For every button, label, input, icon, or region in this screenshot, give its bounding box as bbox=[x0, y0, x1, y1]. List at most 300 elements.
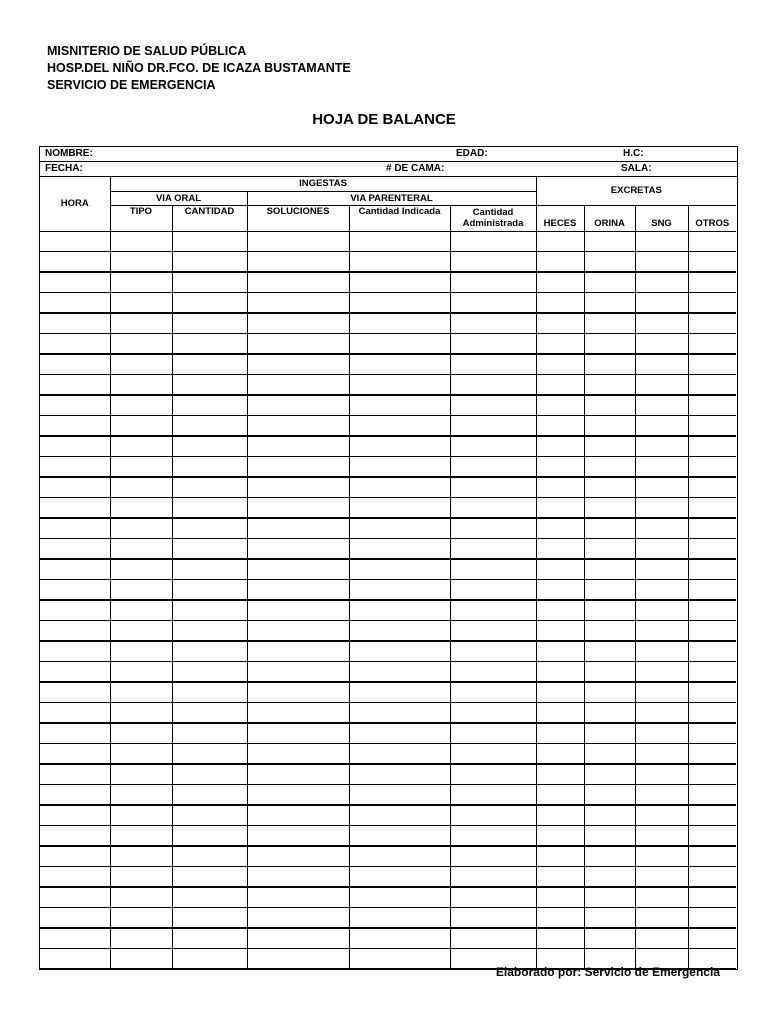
entry-cell[interactable] bbox=[110, 333, 172, 354]
entry-cell[interactable] bbox=[247, 866, 349, 887]
entry-cell[interactable] bbox=[584, 251, 635, 272]
entry-cell[interactable] bbox=[172, 866, 247, 887]
entry-cell[interactable] bbox=[536, 661, 584, 682]
entry-cell[interactable] bbox=[110, 436, 172, 457]
entry-cell[interactable] bbox=[349, 231, 450, 251]
entry-cell[interactable] bbox=[110, 579, 172, 600]
entry-cell[interactable] bbox=[450, 395, 536, 416]
entry-cell[interactable] bbox=[536, 866, 584, 887]
entry-cell[interactable] bbox=[247, 948, 349, 968]
entry-cell[interactable] bbox=[247, 497, 349, 518]
entry-cell[interactable] bbox=[536, 559, 584, 580]
entry-cell[interactable] bbox=[110, 620, 172, 641]
entry-cell[interactable] bbox=[247, 456, 349, 477]
entry-cell[interactable] bbox=[688, 764, 736, 785]
entry-cell[interactable] bbox=[635, 313, 688, 334]
entry-cell[interactable] bbox=[450, 456, 536, 477]
entry-cell[interactable] bbox=[40, 702, 110, 723]
entry-cell[interactable] bbox=[349, 415, 450, 436]
entry-cell[interactable] bbox=[40, 825, 110, 846]
entry-cell[interactable] bbox=[450, 764, 536, 785]
entry-cell[interactable] bbox=[172, 723, 247, 744]
entry-cell[interactable] bbox=[536, 251, 584, 272]
entry-cell[interactable] bbox=[635, 231, 688, 251]
entry-cell[interactable] bbox=[247, 231, 349, 251]
entry-cell[interactable] bbox=[349, 313, 450, 334]
entry-cell[interactable] bbox=[536, 600, 584, 621]
entry-cell[interactable] bbox=[40, 559, 110, 580]
entry-cell[interactable] bbox=[584, 579, 635, 600]
entry-cell[interactable] bbox=[688, 333, 736, 354]
entry-cell[interactable] bbox=[584, 600, 635, 621]
entry-cell[interactable] bbox=[584, 682, 635, 703]
entry-cell[interactable] bbox=[688, 231, 736, 251]
entry-cell[interactable] bbox=[635, 764, 688, 785]
entry-cell[interactable] bbox=[584, 313, 635, 334]
entry-cell[interactable] bbox=[688, 784, 736, 805]
entry-cell[interactable] bbox=[110, 907, 172, 928]
entry-cell[interactable] bbox=[247, 313, 349, 334]
entry-cell[interactable] bbox=[536, 313, 584, 334]
entry-cell[interactable] bbox=[536, 928, 584, 949]
entry-cell[interactable] bbox=[247, 333, 349, 354]
entry-cell[interactable] bbox=[584, 231, 635, 251]
entry-cell[interactable] bbox=[172, 805, 247, 826]
entry-cell[interactable] bbox=[450, 907, 536, 928]
entry-cell[interactable] bbox=[349, 579, 450, 600]
entry-cell[interactable] bbox=[536, 641, 584, 662]
entry-cell[interactable] bbox=[172, 784, 247, 805]
entry-cell[interactable] bbox=[688, 436, 736, 457]
entry-cell[interactable] bbox=[349, 600, 450, 621]
entry-cell[interactable] bbox=[349, 477, 450, 498]
entry-cell[interactable] bbox=[635, 251, 688, 272]
entry-cell[interactable] bbox=[40, 723, 110, 744]
entry-cell[interactable] bbox=[247, 538, 349, 559]
entry-cell[interactable] bbox=[172, 477, 247, 498]
entry-cell[interactable] bbox=[536, 846, 584, 867]
entry-cell[interactable] bbox=[349, 333, 450, 354]
entry-cell[interactable] bbox=[536, 477, 584, 498]
entry-cell[interactable] bbox=[172, 456, 247, 477]
entry-cell[interactable] bbox=[172, 497, 247, 518]
entry-cell[interactable] bbox=[247, 395, 349, 416]
entry-cell[interactable] bbox=[110, 292, 172, 313]
entry-cell[interactable] bbox=[536, 456, 584, 477]
entry-cell[interactable] bbox=[110, 272, 172, 293]
entry-cell[interactable] bbox=[688, 354, 736, 375]
entry-cell[interactable] bbox=[40, 333, 110, 354]
entry-cell[interactable] bbox=[688, 251, 736, 272]
entry-cell[interactable] bbox=[536, 907, 584, 928]
entry-cell[interactable] bbox=[688, 579, 736, 600]
entry-cell[interactable] bbox=[536, 436, 584, 457]
entry-cell[interactable] bbox=[349, 702, 450, 723]
entry-cell[interactable] bbox=[172, 538, 247, 559]
entry-cell[interactable] bbox=[584, 825, 635, 846]
entry-cell[interactable] bbox=[584, 395, 635, 416]
entry-cell[interactable] bbox=[450, 333, 536, 354]
entry-cell[interactable] bbox=[536, 887, 584, 908]
entry-cell[interactable] bbox=[536, 579, 584, 600]
entry-cell[interactable] bbox=[110, 825, 172, 846]
entry-cell[interactable] bbox=[450, 579, 536, 600]
entry-cell[interactable] bbox=[584, 497, 635, 518]
entry-cell[interactable] bbox=[450, 292, 536, 313]
entry-cell[interactable] bbox=[110, 723, 172, 744]
entry-cell[interactable] bbox=[635, 723, 688, 744]
entry-cell[interactable] bbox=[110, 846, 172, 867]
entry-cell[interactable] bbox=[110, 395, 172, 416]
entry-cell[interactable] bbox=[247, 702, 349, 723]
entry-cell[interactable] bbox=[247, 825, 349, 846]
entry-cell[interactable] bbox=[584, 928, 635, 949]
entry-cell[interactable] bbox=[450, 436, 536, 457]
entry-cell[interactable] bbox=[110, 559, 172, 580]
entry-cell[interactable] bbox=[635, 292, 688, 313]
entry-cell[interactable] bbox=[584, 784, 635, 805]
entry-cell[interactable] bbox=[450, 928, 536, 949]
entry-cell[interactable] bbox=[172, 292, 247, 313]
entry-cell[interactable] bbox=[688, 477, 736, 498]
entry-cell[interactable] bbox=[536, 784, 584, 805]
entry-cell[interactable] bbox=[688, 538, 736, 559]
entry-cell[interactable] bbox=[688, 641, 736, 662]
entry-cell[interactable] bbox=[172, 702, 247, 723]
entry-cell[interactable] bbox=[688, 723, 736, 744]
entry-cell[interactable] bbox=[450, 600, 536, 621]
entry-cell[interactable] bbox=[110, 682, 172, 703]
entry-cell[interactable] bbox=[110, 600, 172, 621]
entry-cell[interactable] bbox=[536, 764, 584, 785]
entry-cell[interactable] bbox=[349, 538, 450, 559]
entry-cell[interactable] bbox=[635, 600, 688, 621]
entry-cell[interactable] bbox=[172, 600, 247, 621]
entry-cell[interactable] bbox=[450, 682, 536, 703]
entry-cell[interactable] bbox=[40, 887, 110, 908]
entry-cell[interactable] bbox=[450, 374, 536, 395]
entry-cell[interactable] bbox=[40, 436, 110, 457]
entry-cell[interactable] bbox=[584, 272, 635, 293]
entry-cell[interactable] bbox=[172, 641, 247, 662]
entry-cell[interactable] bbox=[172, 518, 247, 539]
entry-cell[interactable] bbox=[172, 825, 247, 846]
entry-cell[interactable] bbox=[110, 456, 172, 477]
entry-cell[interactable] bbox=[635, 743, 688, 764]
entry-cell[interactable] bbox=[172, 579, 247, 600]
entry-cell[interactable] bbox=[349, 395, 450, 416]
entry-cell[interactable] bbox=[247, 764, 349, 785]
entry-cell[interactable] bbox=[688, 846, 736, 867]
entry-cell[interactable] bbox=[247, 374, 349, 395]
entry-cell[interactable] bbox=[110, 948, 172, 968]
entry-cell[interactable] bbox=[688, 415, 736, 436]
entry-cell[interactable] bbox=[635, 825, 688, 846]
entry-cell[interactable] bbox=[349, 661, 450, 682]
entry-cell[interactable] bbox=[110, 497, 172, 518]
entry-cell[interactable] bbox=[584, 743, 635, 764]
entry-cell[interactable] bbox=[688, 497, 736, 518]
entry-cell[interactable] bbox=[688, 395, 736, 416]
entry-cell[interactable] bbox=[40, 661, 110, 682]
entry-cell[interactable] bbox=[450, 272, 536, 293]
entry-cell[interactable] bbox=[349, 887, 450, 908]
entry-cell[interactable] bbox=[450, 518, 536, 539]
entry-cell[interactable] bbox=[247, 641, 349, 662]
entry-cell[interactable] bbox=[40, 600, 110, 621]
entry-cell[interactable] bbox=[247, 661, 349, 682]
entry-cell[interactable] bbox=[40, 846, 110, 867]
entry-cell[interactable] bbox=[110, 784, 172, 805]
entry-cell[interactable] bbox=[635, 702, 688, 723]
entry-cell[interactable] bbox=[349, 436, 450, 457]
entry-cell[interactable] bbox=[172, 743, 247, 764]
entry-cell[interactable] bbox=[172, 231, 247, 251]
entry-cell[interactable] bbox=[349, 682, 450, 703]
entry-cell[interactable] bbox=[584, 764, 635, 785]
entry-cell[interactable] bbox=[247, 518, 349, 539]
entry-cell[interactable] bbox=[110, 764, 172, 785]
entry-cell[interactable] bbox=[584, 518, 635, 539]
entry-cell[interactable] bbox=[635, 928, 688, 949]
entry-cell[interactable] bbox=[450, 313, 536, 334]
entry-cell[interactable] bbox=[635, 395, 688, 416]
entry-cell[interactable] bbox=[635, 579, 688, 600]
entry-cell[interactable] bbox=[688, 702, 736, 723]
entry-cell[interactable] bbox=[40, 743, 110, 764]
entry-cell[interactable] bbox=[349, 272, 450, 293]
entry-cell[interactable] bbox=[349, 825, 450, 846]
entry-cell[interactable] bbox=[688, 661, 736, 682]
entry-cell[interactable] bbox=[349, 764, 450, 785]
entry-cell[interactable] bbox=[40, 764, 110, 785]
entry-cell[interactable] bbox=[450, 231, 536, 251]
entry-cell[interactable] bbox=[110, 928, 172, 949]
entry-cell[interactable] bbox=[172, 620, 247, 641]
entry-cell[interactable] bbox=[450, 661, 536, 682]
entry-cell[interactable] bbox=[247, 723, 349, 744]
entry-cell[interactable] bbox=[688, 313, 736, 334]
entry-cell[interactable] bbox=[172, 251, 247, 272]
entry-cell[interactable] bbox=[688, 866, 736, 887]
entry-cell[interactable] bbox=[172, 887, 247, 908]
entry-cell[interactable] bbox=[688, 743, 736, 764]
entry-cell[interactable] bbox=[635, 682, 688, 703]
entry-cell[interactable] bbox=[172, 846, 247, 867]
entry-cell[interactable] bbox=[450, 497, 536, 518]
entry-cell[interactable] bbox=[349, 846, 450, 867]
entry-cell[interactable] bbox=[110, 231, 172, 251]
entry-cell[interactable] bbox=[635, 559, 688, 580]
entry-cell[interactable] bbox=[349, 292, 450, 313]
entry-cell[interactable] bbox=[349, 518, 450, 539]
entry-cell[interactable] bbox=[635, 887, 688, 908]
entry-cell[interactable] bbox=[635, 661, 688, 682]
entry-cell[interactable] bbox=[450, 887, 536, 908]
entry-cell[interactable] bbox=[40, 272, 110, 293]
entry-cell[interactable] bbox=[247, 907, 349, 928]
entry-cell[interactable] bbox=[349, 866, 450, 887]
entry-cell[interactable] bbox=[247, 436, 349, 457]
entry-cell[interactable] bbox=[247, 846, 349, 867]
entry-cell[interactable] bbox=[635, 866, 688, 887]
entry-cell[interactable] bbox=[110, 805, 172, 826]
entry-cell[interactable] bbox=[40, 805, 110, 826]
entry-cell[interactable] bbox=[40, 292, 110, 313]
entry-cell[interactable] bbox=[110, 518, 172, 539]
entry-cell[interactable] bbox=[584, 538, 635, 559]
entry-cell[interactable] bbox=[110, 887, 172, 908]
entry-cell[interactable] bbox=[688, 620, 736, 641]
entry-cell[interactable] bbox=[349, 805, 450, 826]
entry-cell[interactable] bbox=[40, 354, 110, 375]
entry-cell[interactable] bbox=[247, 784, 349, 805]
entry-cell[interactable] bbox=[172, 374, 247, 395]
entry-cell[interactable] bbox=[584, 333, 635, 354]
entry-cell[interactable] bbox=[584, 374, 635, 395]
entry-cell[interactable] bbox=[40, 928, 110, 949]
entry-cell[interactable] bbox=[688, 272, 736, 293]
entry-cell[interactable] bbox=[635, 497, 688, 518]
entry-cell[interactable] bbox=[40, 641, 110, 662]
entry-cell[interactable] bbox=[247, 600, 349, 621]
entry-cell[interactable] bbox=[536, 231, 584, 251]
entry-cell[interactable] bbox=[450, 641, 536, 662]
entry-cell[interactable] bbox=[536, 292, 584, 313]
entry-cell[interactable] bbox=[635, 456, 688, 477]
entry-cell[interactable] bbox=[536, 272, 584, 293]
entry-cell[interactable] bbox=[450, 846, 536, 867]
entry-cell[interactable] bbox=[688, 374, 736, 395]
entry-cell[interactable] bbox=[635, 374, 688, 395]
entry-cell[interactable] bbox=[536, 374, 584, 395]
entry-cell[interactable] bbox=[584, 702, 635, 723]
entry-cell[interactable] bbox=[110, 415, 172, 436]
entry-cell[interactable] bbox=[172, 661, 247, 682]
entry-cell[interactable] bbox=[635, 518, 688, 539]
entry-cell[interactable] bbox=[172, 928, 247, 949]
entry-cell[interactable] bbox=[688, 907, 736, 928]
entry-cell[interactable] bbox=[536, 415, 584, 436]
entry-cell[interactable] bbox=[450, 784, 536, 805]
entry-cell[interactable] bbox=[172, 764, 247, 785]
entry-cell[interactable] bbox=[40, 456, 110, 477]
entry-cell[interactable] bbox=[635, 354, 688, 375]
entry-cell[interactable] bbox=[172, 436, 247, 457]
entry-cell[interactable] bbox=[172, 907, 247, 928]
entry-cell[interactable] bbox=[688, 805, 736, 826]
entry-cell[interactable] bbox=[40, 907, 110, 928]
entry-cell[interactable] bbox=[536, 497, 584, 518]
entry-cell[interactable] bbox=[450, 538, 536, 559]
entry-cell[interactable] bbox=[247, 887, 349, 908]
entry-cell[interactable] bbox=[247, 559, 349, 580]
entry-cell[interactable] bbox=[450, 251, 536, 272]
entry-cell[interactable] bbox=[247, 477, 349, 498]
entry-cell[interactable] bbox=[349, 559, 450, 580]
entry-cell[interactable] bbox=[584, 723, 635, 744]
entry-cell[interactable] bbox=[584, 887, 635, 908]
entry-cell[interactable] bbox=[688, 887, 736, 908]
entry-cell[interactable] bbox=[247, 251, 349, 272]
entry-cell[interactable] bbox=[584, 292, 635, 313]
entry-cell[interactable] bbox=[536, 743, 584, 764]
entry-cell[interactable] bbox=[349, 723, 450, 744]
entry-cell[interactable] bbox=[247, 743, 349, 764]
entry-cell[interactable] bbox=[635, 805, 688, 826]
entry-cell[interactable] bbox=[110, 251, 172, 272]
entry-cell[interactable] bbox=[536, 825, 584, 846]
entry-cell[interactable] bbox=[688, 456, 736, 477]
entry-cell[interactable] bbox=[450, 559, 536, 580]
entry-cell[interactable] bbox=[40, 313, 110, 334]
entry-cell[interactable] bbox=[635, 784, 688, 805]
entry-cell[interactable] bbox=[247, 928, 349, 949]
entry-cell[interactable] bbox=[635, 333, 688, 354]
entry-cell[interactable] bbox=[110, 702, 172, 723]
entry-cell[interactable] bbox=[584, 477, 635, 498]
entry-cell[interactable] bbox=[40, 518, 110, 539]
entry-cell[interactable] bbox=[172, 354, 247, 375]
entry-cell[interactable] bbox=[349, 374, 450, 395]
entry-cell[interactable] bbox=[450, 825, 536, 846]
entry-cell[interactable] bbox=[40, 251, 110, 272]
entry-cell[interactable] bbox=[247, 805, 349, 826]
entry-cell[interactable] bbox=[450, 723, 536, 744]
entry-cell[interactable] bbox=[172, 415, 247, 436]
entry-cell[interactable] bbox=[536, 682, 584, 703]
entry-cell[interactable] bbox=[688, 292, 736, 313]
entry-cell[interactable] bbox=[635, 620, 688, 641]
entry-cell[interactable] bbox=[110, 374, 172, 395]
entry-cell[interactable] bbox=[349, 948, 450, 968]
entry-cell[interactable] bbox=[40, 620, 110, 641]
entry-cell[interactable] bbox=[172, 395, 247, 416]
entry-cell[interactable] bbox=[584, 805, 635, 826]
entry-cell[interactable] bbox=[349, 620, 450, 641]
entry-cell[interactable] bbox=[110, 538, 172, 559]
entry-cell[interactable] bbox=[40, 866, 110, 887]
entry-cell[interactable] bbox=[688, 682, 736, 703]
entry-cell[interactable] bbox=[247, 272, 349, 293]
entry-cell[interactable] bbox=[40, 579, 110, 600]
entry-cell[interactable] bbox=[584, 907, 635, 928]
entry-cell[interactable] bbox=[584, 661, 635, 682]
entry-cell[interactable] bbox=[688, 600, 736, 621]
entry-cell[interactable] bbox=[536, 620, 584, 641]
entry-cell[interactable] bbox=[635, 436, 688, 457]
entry-cell[interactable] bbox=[40, 948, 110, 968]
entry-cell[interactable] bbox=[688, 928, 736, 949]
entry-cell[interactable] bbox=[450, 702, 536, 723]
entry-cell[interactable] bbox=[110, 313, 172, 334]
entry-cell[interactable] bbox=[349, 497, 450, 518]
entry-cell[interactable] bbox=[584, 456, 635, 477]
entry-cell[interactable] bbox=[536, 354, 584, 375]
entry-cell[interactable] bbox=[450, 354, 536, 375]
entry-cell[interactable] bbox=[110, 354, 172, 375]
entry-cell[interactable] bbox=[40, 682, 110, 703]
entry-cell[interactable] bbox=[536, 805, 584, 826]
entry-cell[interactable] bbox=[172, 948, 247, 968]
entry-cell[interactable] bbox=[247, 579, 349, 600]
entry-cell[interactable] bbox=[247, 620, 349, 641]
entry-cell[interactable] bbox=[450, 866, 536, 887]
entry-cell[interactable] bbox=[584, 846, 635, 867]
entry-cell[interactable] bbox=[247, 292, 349, 313]
entry-cell[interactable] bbox=[349, 784, 450, 805]
entry-cell[interactable] bbox=[172, 333, 247, 354]
